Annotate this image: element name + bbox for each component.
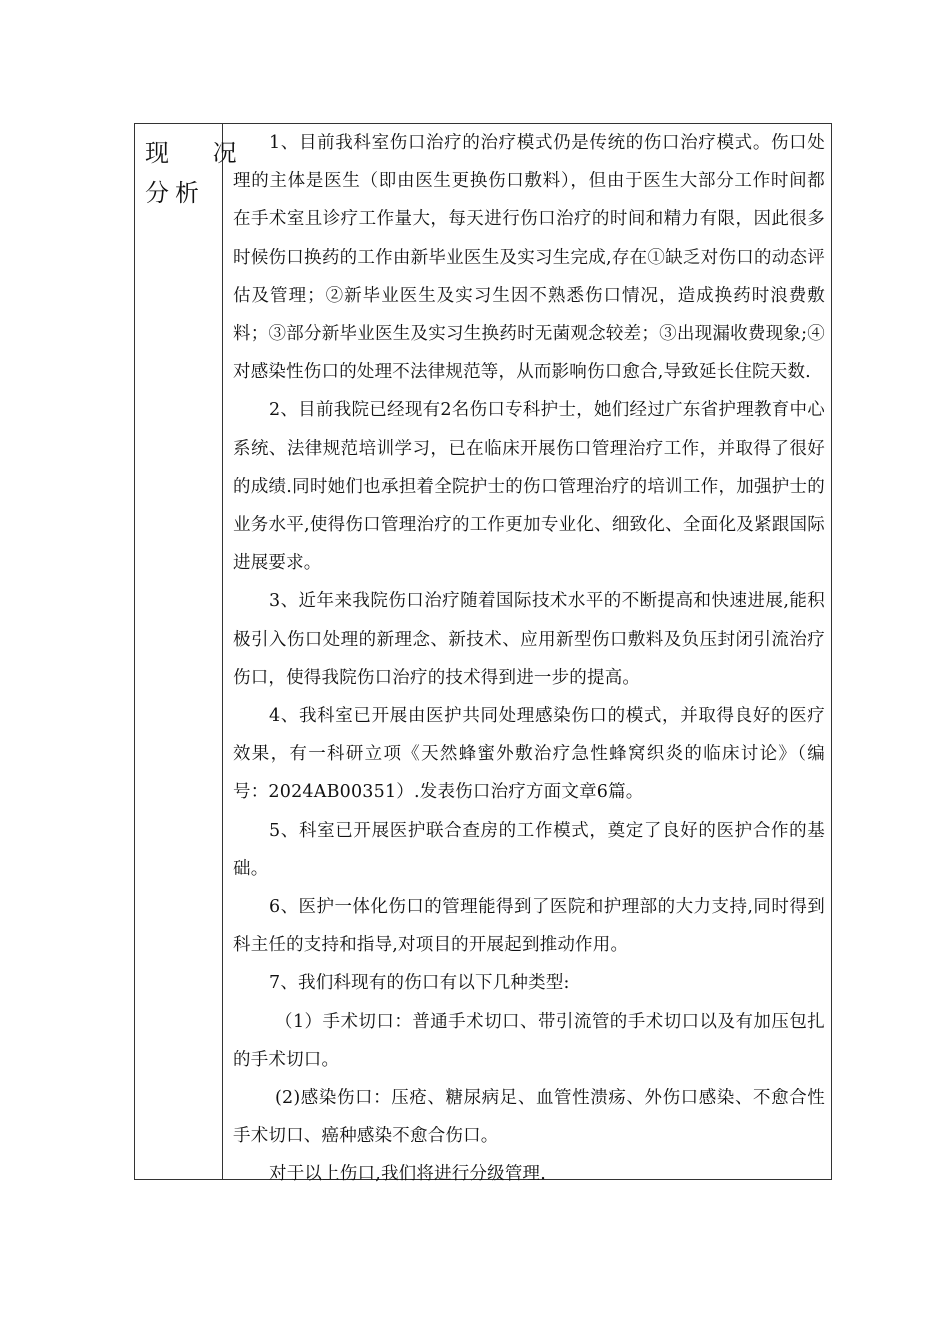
section-label-cell <box>135 124 255 1179</box>
paragraph-2: 2、目前我院已经现有2名伤口专科护士，她们经过广东省护理教育中心系统、法律规范培训学习，已在临床开展伤口管理治疗工作，并取得了很好的成绩.同时她们也承担着全院护士的伤口管理治疗的培训工作，加强护士的业务水平,使得伤口管理治疗的工作更加专业化、细致化、全面化及紧跟国际进展要求。 <box>233 400 825 574</box>
paragraph-3: 3、近年来我院伤口治疗随着国际技术水平的不断提高和快速进展,能积极引入伤口处理的新理念、新技术、应用新型伤口敷料及负压封闭引流治疗伤口，使得我院伤口治疗的技术得到进一步的提高。 <box>233 591 825 688</box>
analysis-table <box>134 123 832 1185</box>
section-label-line-1: 现 况 <box>145 139 255 167</box>
paragraph-6: 6、医护一体化伤口的管理能得到了医院和护理部的大力支持,同时得到科主任的支持和指导,对项目的开展起到推动作用。 <box>233 897 825 956</box>
paragraph-1: 1、目前我科室伤口治疗的治疗模式仍是传统的伤口治疗模式。伤口处理的主体是医生（即由医生更换伤口敷料），但由于医生大部分工作时间都在手术室且诊疗工作量大，每天进行伤口治疗的时间和精力有限，因此很多时候伤口换药的工作由新毕业医生及实习生完成,存在①缺乏对伤口的动态评估及管理；②新毕业医生及实习生因不熟悉伤口情况，造成换药时浪费敷料；③部分新毕业医生及实习生换药时无菌观念较差；③出现漏收费现象;④ 对感染性伤口的处理不法律规范等，从而影响伤口愈合,导致延长住院天数. <box>233 133 825 383</box>
paragraph-5: 5、科室已开展医护联合查房的工作模式，奠定了良好的医护合作的基础。 <box>233 820 825 879</box>
paragraph-4: 4、我科室已开展由医护共同处理感染伤口的模式，并取得良好的医疗效果，有一科研立项《天然蜂蜜外敷治疗急性蜂窝织炎的临床讨论》（编号：2024AB00351）.发表伤口治疗方面文章6篇。 <box>233 706 825 803</box>
paragraph-7-item-1: （1）手术切口：普通手术切口、带引流管的手术切口以及有加压包扎的手术切口。 <box>233 1011 825 1070</box>
section-content-cell <box>223 124 831 1185</box>
paragraph-7-item-2: (2)感染伤口：压疮、糖尿病足、血管性溃疡、外伤口感染、不愈合性手术切口、癌种感染不愈合伤口。 <box>233 1088 825 1147</box>
paragraph-7: 7、我们科现有的伤口有以下几种类型: <box>269 973 570 994</box>
section-label-line-2: 分析 <box>145 179 205 207</box>
paragraph-conclusion: 对于以上伤口,我们将进行分级管理. <box>269 1164 547 1185</box>
